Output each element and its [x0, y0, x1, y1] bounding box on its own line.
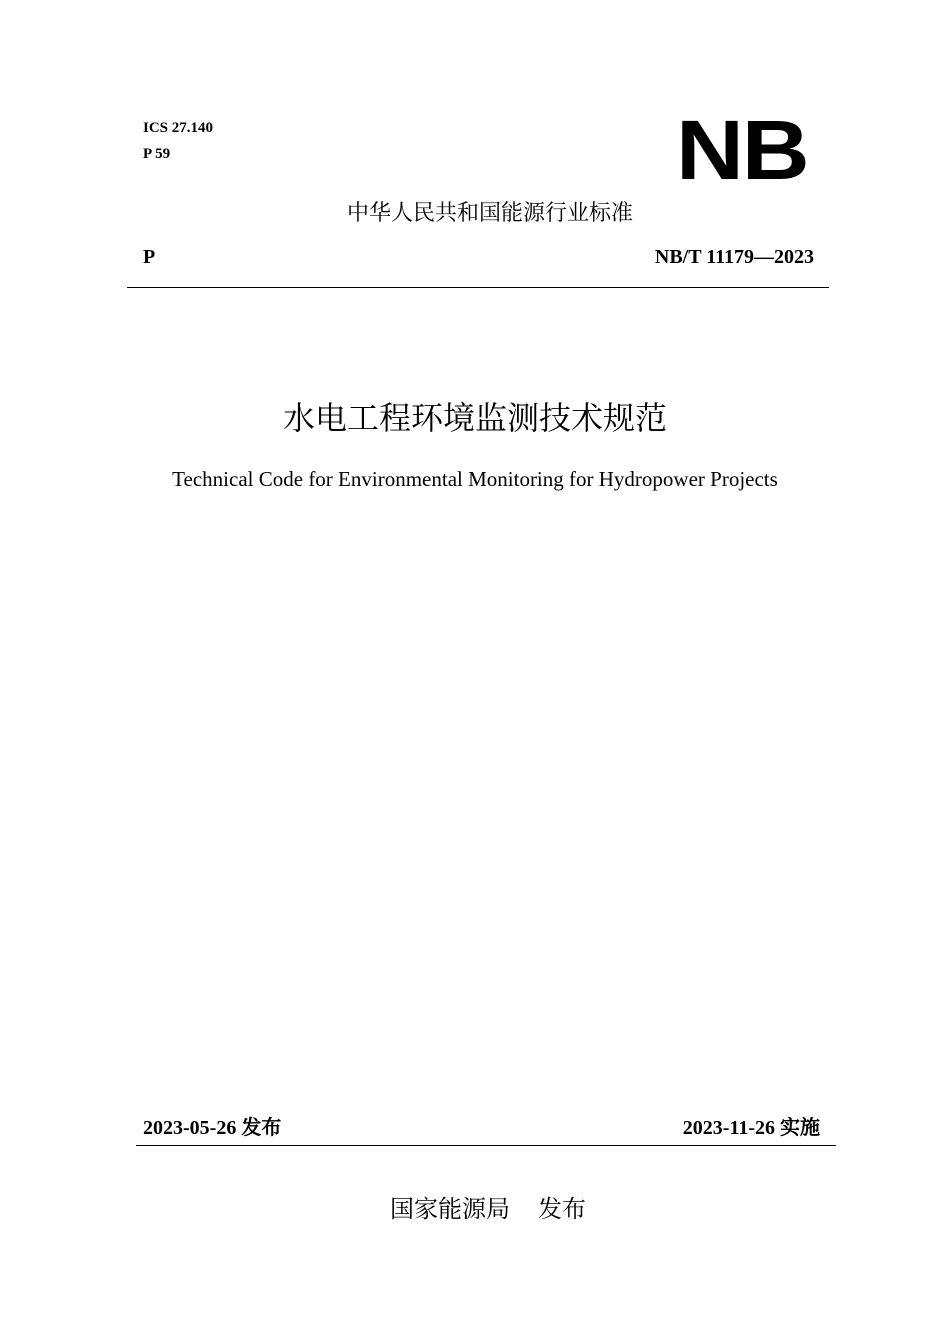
ccs-code: P 59 — [143, 146, 171, 162]
nb-logo: NB — [676, 103, 808, 197]
publisher-name: 国家能源局 — [390, 1195, 510, 1223]
standard-type-heading: 中华人民共和国能源行业标准 — [346, 201, 633, 226]
top-divider — [127, 287, 829, 288]
issue-date: 2023-05-26 发布 — [143, 1117, 282, 1139]
implementation-date: 2023-11-26 实施 — [682, 1117, 820, 1139]
classification-letter: P — [143, 246, 156, 268]
ics-code: ICS 27.140 — [143, 120, 214, 136]
standard-number: NB/T 11179—2023 — [654, 246, 814, 268]
bottom-divider — [136, 1145, 836, 1146]
publisher-action: 发布 — [538, 1195, 586, 1223]
title-chinese: 水电工程环境监测技术规范 — [282, 399, 667, 437]
title-english: Technical Code for Environmental Monitoring for Hydropower Projects — [172, 467, 778, 491]
publisher-line — [0, 1193, 950, 1225]
